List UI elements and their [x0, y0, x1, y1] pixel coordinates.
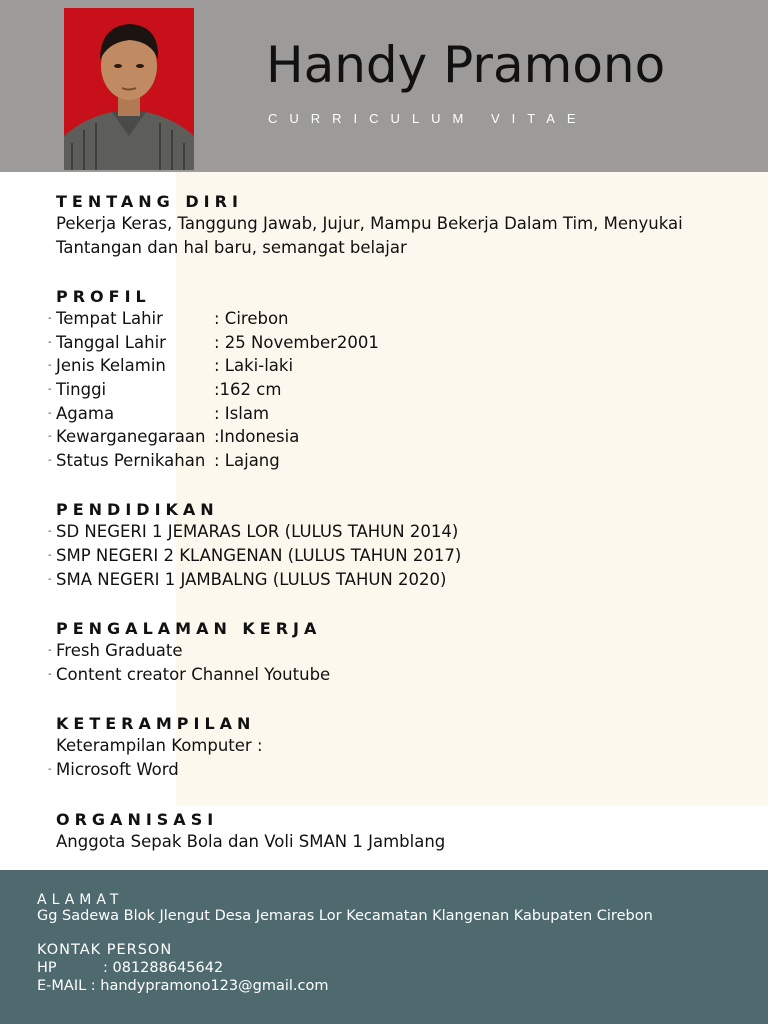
candidate-name: Handy Pramono: [266, 36, 666, 94]
list-item-text: Fresh Graduate: [56, 641, 183, 661]
text-line: Anggota Sepak Bola dan Voli SMAN 1 Jamblang: [56, 831, 446, 851]
profil-label: Agama: [56, 403, 115, 423]
profil-row: [48, 354, 748, 378]
hp-label: HP: [37, 960, 57, 976]
profil-value: : Laki-laki: [214, 356, 294, 376]
section-tentang-diri: [48, 188, 748, 259]
list-item: [48, 663, 748, 687]
profil-value: : 25 November2001: [214, 332, 379, 352]
bullet-icon: -: [48, 431, 52, 443]
section-heading: KETERAMPILAN: [56, 714, 256, 734]
bullet-icon: -: [48, 454, 52, 466]
profil-label: Status Pernikahan: [56, 450, 206, 470]
list-item-text: SD NEGERI 1 JEMARAS LOR (LULUS TAHUN 2014): [56, 522, 459, 542]
section-pendidikan: [48, 496, 748, 591]
bullet-icon: -: [48, 668, 52, 680]
person-portrait-icon: [64, 8, 194, 170]
bullet-icon: -: [48, 645, 52, 657]
list-item: [48, 639, 748, 663]
bullet-icon: -: [48, 763, 52, 775]
footer-contact: [0, 870, 768, 1024]
profil-label: Tanggal Lahir: [56, 332, 166, 352]
text-line: Tantangan dan hal baru, semangat belajar: [56, 237, 407, 257]
profil-value: :Indonesia: [214, 427, 300, 447]
bullet-icon: -: [48, 526, 52, 538]
section-organisasi: [48, 806, 748, 854]
profil-value: : Cirebon: [214, 309, 289, 329]
profil-row: [48, 449, 748, 473]
profil-value: : Lajang: [214, 450, 280, 470]
kontak-heading: KONTAK PERSON: [37, 942, 173, 958]
profil-label: Tinggi: [56, 379, 107, 399]
list-item: [48, 758, 748, 782]
section-heading: ORGANISASI: [56, 809, 219, 829]
hp-row: [37, 960, 223, 976]
section-heading: PENGALAMAN KERJA: [56, 619, 322, 639]
bullet-icon: -: [48, 407, 52, 419]
email-value: : handypramono123@gmail.com: [90, 978, 329, 994]
section-profil: [48, 283, 748, 472]
profil-row: [48, 331, 748, 355]
text-line: Pekerja Keras, Tanggung Jawab, Jujur, Mampu Bekerja Dalam Tim, Menyukai: [56, 214, 683, 233]
list-item-text: Microsoft Word: [56, 759, 179, 779]
alamat-heading: ALAMAT: [37, 892, 124, 908]
list-item: [48, 544, 748, 568]
alamat-text: Gg Sadewa Blok Jlengut Desa Jemaras Lor Kecamatan Klangenan Kabupaten Cirebon: [37, 908, 653, 924]
list-item-text: SMP NEGERI 2 KLANGENAN (LULUS TAHUN 2017): [56, 545, 462, 565]
section-heading: TENTANG DIRI: [56, 192, 243, 211]
text-line: Keterampilan Komputer :: [56, 736, 263, 756]
profil-value: :162 cm: [214, 379, 282, 399]
list-item-text: SMA NEGERI 1 JAMBALNG (LULUS TAHUN 2020): [56, 569, 447, 589]
bullet-icon: -: [48, 383, 52, 395]
section-keterampilan: [48, 710, 748, 781]
profil-label: Tempat Lahir: [56, 309, 163, 329]
list-item: [48, 568, 748, 592]
header-banner: [0, 0, 768, 172]
profil-row: [48, 378, 748, 402]
section-heading: PENDIDIKAN: [56, 500, 219, 520]
profil-row: [48, 307, 748, 331]
section-pengalaman-kerja: [48, 615, 748, 686]
bullet-icon: -: [48, 360, 52, 372]
profil-label: Jenis Kelamin: [56, 356, 166, 376]
profil-row: [48, 402, 748, 426]
section-heading: PROFIL: [56, 287, 151, 307]
bullet-icon: -: [48, 313, 52, 325]
profil-value: : Islam: [214, 403, 270, 423]
list-item-text: Content creator Channel Youtube: [56, 664, 331, 684]
hp-value: : 081288645642: [103, 960, 224, 976]
document-subtitle: CURRICULUM VITAE: [268, 111, 588, 126]
profil-row: [48, 425, 748, 449]
profile-photo: [64, 8, 194, 170]
profil-label: Kewarganegaraan: [56, 427, 206, 447]
bullet-icon: -: [48, 573, 52, 585]
email-label: E-MAIL: [37, 978, 87, 994]
bullet-icon: -: [48, 549, 52, 561]
cv-content: [48, 188, 748, 877]
bullet-icon: -: [48, 336, 52, 348]
email-row: [37, 978, 328, 994]
list-item: [48, 520, 748, 544]
